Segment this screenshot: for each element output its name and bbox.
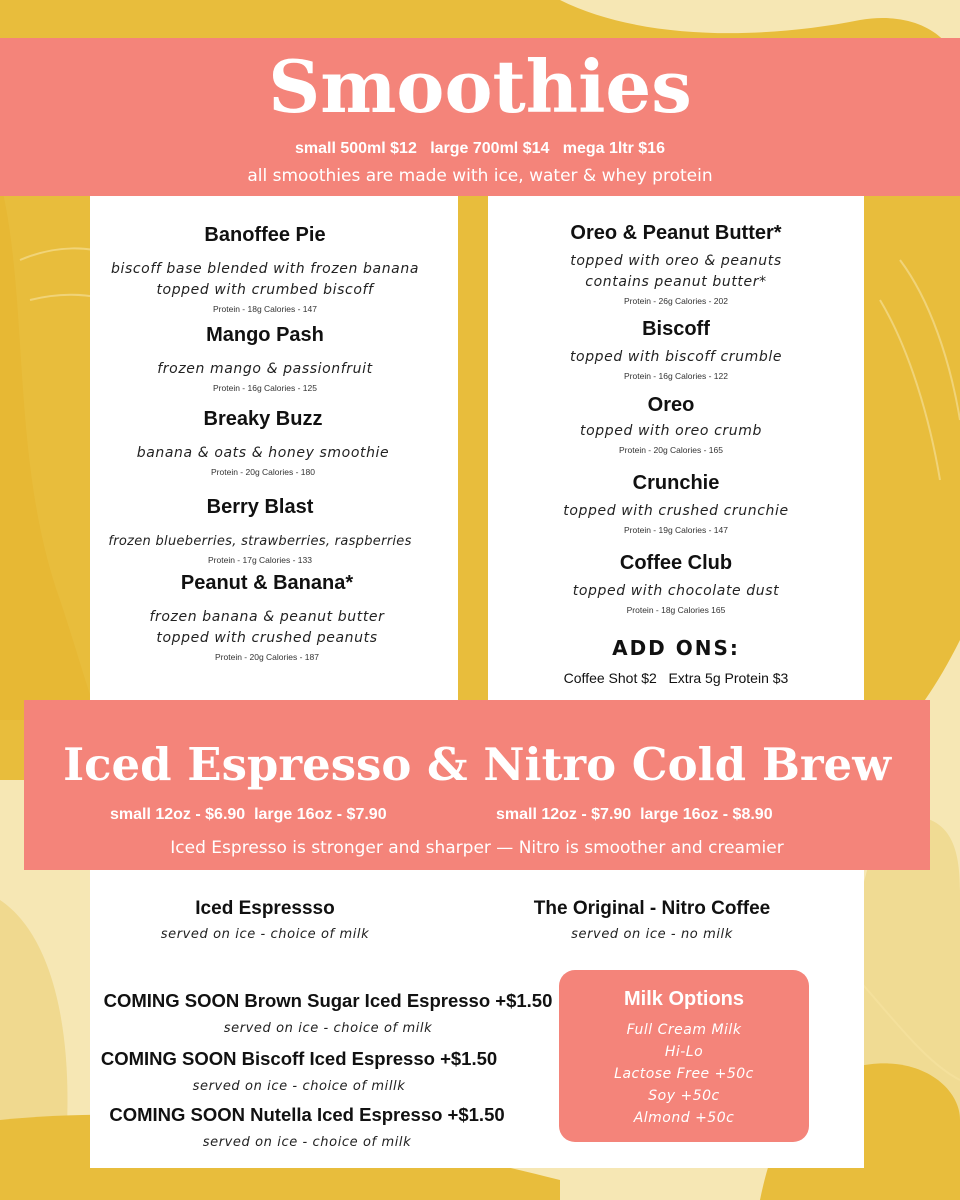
item-name: Iced Espressso — [195, 898, 335, 919]
smoothies-title: Smoothies — [268, 44, 692, 129]
menu-item — [90, 572, 444, 662]
addons-text: Coffee Shot $2 Extra 5g Protein $3 — [563, 670, 789, 686]
menu-item — [94, 1048, 504, 1097]
item-name: Breaky Buzz — [203, 408, 323, 430]
item-name: Oreo & Peanut Butter* — [570, 222, 782, 244]
coffee-prices-espresso: small 12oz - $6.90 large 16oz - $7.90 — [110, 806, 387, 823]
addons-section — [488, 636, 864, 686]
item-desc: served on ice - choice of millk — [192, 1079, 406, 1094]
item-desc: topped with crushed crunchie — [563, 503, 789, 519]
item-desc: frozen banana & peanut butter — [149, 609, 385, 625]
item-nutrition: Protein - 16g Calories - 125 — [213, 383, 317, 393]
item-desc: topped with oreo crumb — [580, 423, 762, 439]
item-name: Crunchie — [632, 472, 720, 494]
milk-options-box — [559, 970, 809, 1142]
menu-item — [90, 408, 436, 477]
menu-item — [90, 496, 430, 565]
item-name: COMING SOON Brown Sugar Iced Espresso +$1.50 — [103, 990, 553, 1011]
item-desc: served on ice - choice of milk — [160, 927, 370, 942]
item-nutrition: Protein - 20g Calories - 180 — [211, 467, 315, 477]
menu-item — [90, 224, 440, 314]
milk-option: Full Cream Milk — [626, 1022, 742, 1038]
item-desc: served on ice - no milk — [571, 927, 733, 942]
coffee-note: Iced Espresso is stronger and sharper — Nitro is smoother and creamier — [170, 838, 784, 858]
item-name: Peanut & Banana* — [180, 572, 354, 594]
item-desc: topped with biscoff crumble — [569, 349, 783, 365]
item-name: COMING SOON Nutella Iced Espresso +$1.50 — [109, 1104, 505, 1125]
smoothies-right-panel — [488, 196, 864, 700]
item-name: Mango Pash — [206, 324, 324, 346]
item-name: The Original - Nitro Coffee — [533, 898, 771, 919]
item-name: COMING SOON Biscoff Iced Espresso +$1.50 — [100, 1048, 498, 1069]
item-nutrition: Protein - 18g Calories 165 — [626, 605, 726, 615]
menu-item — [102, 1104, 512, 1153]
item-name: Coffee Club — [619, 552, 733, 574]
milk-option: Lactose Free +50c — [614, 1066, 754, 1082]
coffee-title: Iced Espresso & Nitro Cold Brew — [63, 738, 891, 791]
milk-option: Soy +50c — [648, 1088, 720, 1104]
menu-item — [150, 898, 380, 945]
menu-item — [488, 552, 864, 615]
item-nutrition: Protein - 16g Calories - 122 — [624, 371, 728, 381]
item-name: Banoffee Pie — [204, 224, 326, 246]
item-desc: biscoff base blended with frozen banana — [110, 261, 420, 277]
item-desc: frozen mango & passionfruit — [157, 361, 373, 377]
item-desc: contains peanut butter* — [585, 274, 767, 290]
item-desc: banana & oats & honey smoothie — [136, 445, 390, 461]
item-nutrition: Protein - 18g Calories - 147 — [213, 304, 317, 314]
menu-item — [90, 324, 440, 393]
coffee-panel — [90, 870, 864, 1168]
item-name: Berry Blast — [206, 496, 314, 518]
milk-option: Almond +50c — [633, 1110, 735, 1126]
addons-title: ADD ONS: — [612, 636, 740, 660]
smoothies-header — [0, 38, 960, 196]
milk-options-title: Milk Options — [624, 988, 744, 1010]
item-desc: topped with crumbed biscoff — [156, 282, 374, 298]
item-name: Oreo — [647, 394, 695, 416]
coffee-prices-nitro: small 12oz - $7.90 large 16oz - $8.90 — [496, 806, 773, 823]
item-nutrition: Protein - 17g Calories - 133 — [208, 555, 312, 565]
menu-item — [488, 394, 854, 455]
menu-item — [488, 222, 864, 306]
item-nutrition: Protein - 19g Calories - 147 — [624, 525, 728, 535]
item-nutrition: Protein - 20g Calories - 165 — [619, 445, 723, 455]
item-desc: topped with oreo & peanuts — [570, 253, 782, 269]
smoothies-left-panel — [90, 196, 458, 700]
item-desc: served on ice - choice of milk — [223, 1021, 433, 1036]
menu-item — [488, 472, 864, 535]
menu-item — [96, 990, 560, 1039]
smoothies-note: all smoothies are made with ice, water & whey protein — [247, 166, 713, 186]
menu-item — [488, 318, 864, 381]
item-desc: topped with chocolate dust — [572, 583, 780, 599]
coffee-header — [24, 700, 930, 870]
item-nutrition: Protein - 26g Calories - 202 — [624, 296, 728, 306]
item-name: Biscoff — [642, 318, 710, 340]
item-desc: topped with crushed peanuts — [156, 630, 378, 646]
item-desc: served on ice - choice of milk — [202, 1135, 412, 1150]
milk-option: Hi-Lo — [664, 1044, 704, 1060]
smoothies-sizes: small 500ml $12 large 700ml $14 mega 1ltr $16 — [294, 140, 665, 157]
item-desc: frozen blueberries, strawberries, raspberries — [108, 534, 412, 549]
item-nutrition: Protein - 20g Calories - 187 — [215, 652, 319, 662]
menu-item — [512, 898, 792, 945]
